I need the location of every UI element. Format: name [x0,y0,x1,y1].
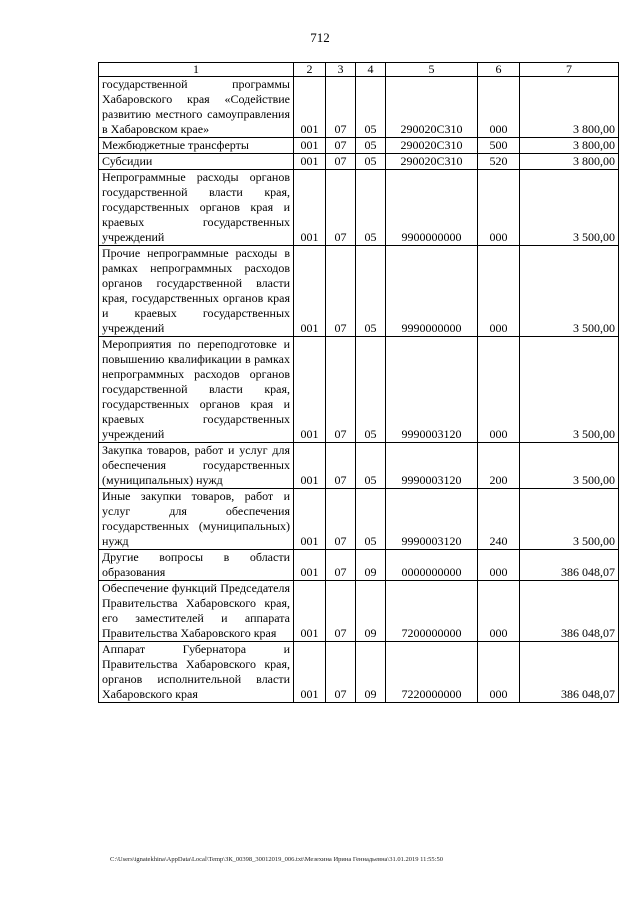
row-section-code: 07 [326,443,356,489]
header-cell: 5 [386,63,478,77]
row-expense-type: 520 [478,154,520,170]
row-section-code: 07 [326,642,356,703]
row-target-article: 9990003120 [386,443,478,489]
row-target-article: 7200000000 [386,581,478,642]
row-expense-type: 000 [478,642,520,703]
table-row [99,581,619,642]
table-row [99,138,619,154]
row-expense-type: 000 [478,581,520,642]
row-target-article: 0000000000 [386,550,478,581]
row-expense-type: 000 [478,246,520,337]
row-ministry-code: 001 [294,337,326,443]
header-cell: 1 [99,63,294,77]
row-target-article: 290020С310 [386,138,478,154]
row-subsection-code: 05 [356,138,386,154]
row-amount: 386 048,07 [520,550,619,581]
row-ministry-code: 001 [294,170,326,246]
row-target-article: 7220000000 [386,642,478,703]
row-name: Субсидии [99,154,294,170]
row-section-code: 07 [326,138,356,154]
table-row [99,170,619,246]
row-amount: 386 048,07 [520,642,619,703]
header-cell: 2 [294,63,326,77]
row-amount: 3 500,00 [520,337,619,443]
table-row [99,642,619,703]
row-subsection-code: 05 [356,170,386,246]
row-section-code: 07 [326,246,356,337]
row-section-code: 07 [326,154,356,170]
row-subsection-code: 05 [356,443,386,489]
row-target-article: 9900000000 [386,170,478,246]
row-name: Мероприятия по переподготовке и повышению квалификации в рамках непрограммных расходов органов государственной власти края, государственных органов края и краевых государственных учреждений [99,337,294,443]
row-ministry-code: 001 [294,581,326,642]
row-ministry-code: 001 [294,246,326,337]
row-ministry-code: 001 [294,642,326,703]
row-amount: 3 500,00 [520,443,619,489]
table-row [99,246,619,337]
table-row [99,77,619,138]
row-expense-type: 000 [478,77,520,138]
table-header-row [99,63,619,77]
row-name: Прочие непрограммные расходы в рамках непрограммных расходов органов государственной власти края, государственных органов края и краевых государственных учреждений [99,246,294,337]
row-section-code: 07 [326,77,356,138]
header-cell: 6 [478,63,520,77]
row-target-article: 9990003120 [386,489,478,550]
row-ministry-code: 001 [294,138,326,154]
row-subsection-code: 09 [356,550,386,581]
row-name: государственной программы Хабаровского края «Содействие развитию местного самоуправления в Хабаровском крае» [99,77,294,138]
row-section-code: 07 [326,337,356,443]
table-row [99,489,619,550]
row-expense-type: 200 [478,443,520,489]
row-expense-type: 500 [478,138,520,154]
row-name: Другие вопросы в области образования [99,550,294,581]
row-amount: 3 500,00 [520,246,619,337]
budget-table [98,62,619,703]
row-amount: 3 500,00 [520,489,619,550]
row-amount: 3 800,00 [520,154,619,170]
row-name: Обеспечение функций Председателя Правительства Хабаровского края, его заместителей и аппарата Правительства Хабаровского края [99,581,294,642]
header-cell: 3 [326,63,356,77]
row-subsection-code: 09 [356,642,386,703]
row-name: Иные закупки товаров, работ и услуг для обеспечения государственных (муниципальных) нужд [99,489,294,550]
row-ministry-code: 001 [294,443,326,489]
row-ministry-code: 001 [294,550,326,581]
table-row [99,550,619,581]
row-name: Закупка товаров, работ и услуг для обеспечения государственных (муниципальных) нужд [99,443,294,489]
row-section-code: 07 [326,170,356,246]
document-footer-path: C:\Users\ignatekhina\AppData\Local\Temp\ЗК_00398_30012019_006.txt\Мезехина Ирина Геннадьевна\31.01.2019 11:55:50 [110,856,443,863]
row-subsection-code: 09 [356,581,386,642]
row-target-article: 290020С310 [386,154,478,170]
row-name: Межбюджетные трансферты [99,138,294,154]
row-section-code: 07 [326,550,356,581]
row-expense-type: 000 [478,550,520,581]
row-target-article: 9990003120 [386,337,478,443]
row-subsection-code: 05 [356,77,386,138]
row-ministry-code: 001 [294,77,326,138]
row-expense-type: 000 [478,170,520,246]
table-row [99,443,619,489]
table-row [99,337,619,443]
row-subsection-code: 05 [356,246,386,337]
row-amount: 3 500,00 [520,170,619,246]
row-ministry-code: 001 [294,489,326,550]
row-amount: 3 800,00 [520,77,619,138]
row-target-article: 290020С310 [386,77,478,138]
row-amount: 3 800,00 [520,138,619,154]
row-ministry-code: 001 [294,154,326,170]
header-cell: 7 [520,63,619,77]
row-subsection-code: 05 [356,337,386,443]
row-name: Непрограммные расходы органов государственной власти края, государственных органов края и краевых государственных учреждений [99,170,294,246]
row-subsection-code: 05 [356,154,386,170]
row-amount: 386 048,07 [520,581,619,642]
page-number: 712 [310,30,330,45]
row-expense-type: 240 [478,489,520,550]
table-row [99,154,619,170]
row-section-code: 07 [326,581,356,642]
row-name: Аппарат Губернатора и Правительства Хабаровского края, органов исполнительной власти Хабаровского края [99,642,294,703]
row-target-article: 9990000000 [386,246,478,337]
row-expense-type: 000 [478,337,520,443]
row-subsection-code: 05 [356,489,386,550]
header-cell: 4 [356,63,386,77]
row-section-code: 07 [326,489,356,550]
